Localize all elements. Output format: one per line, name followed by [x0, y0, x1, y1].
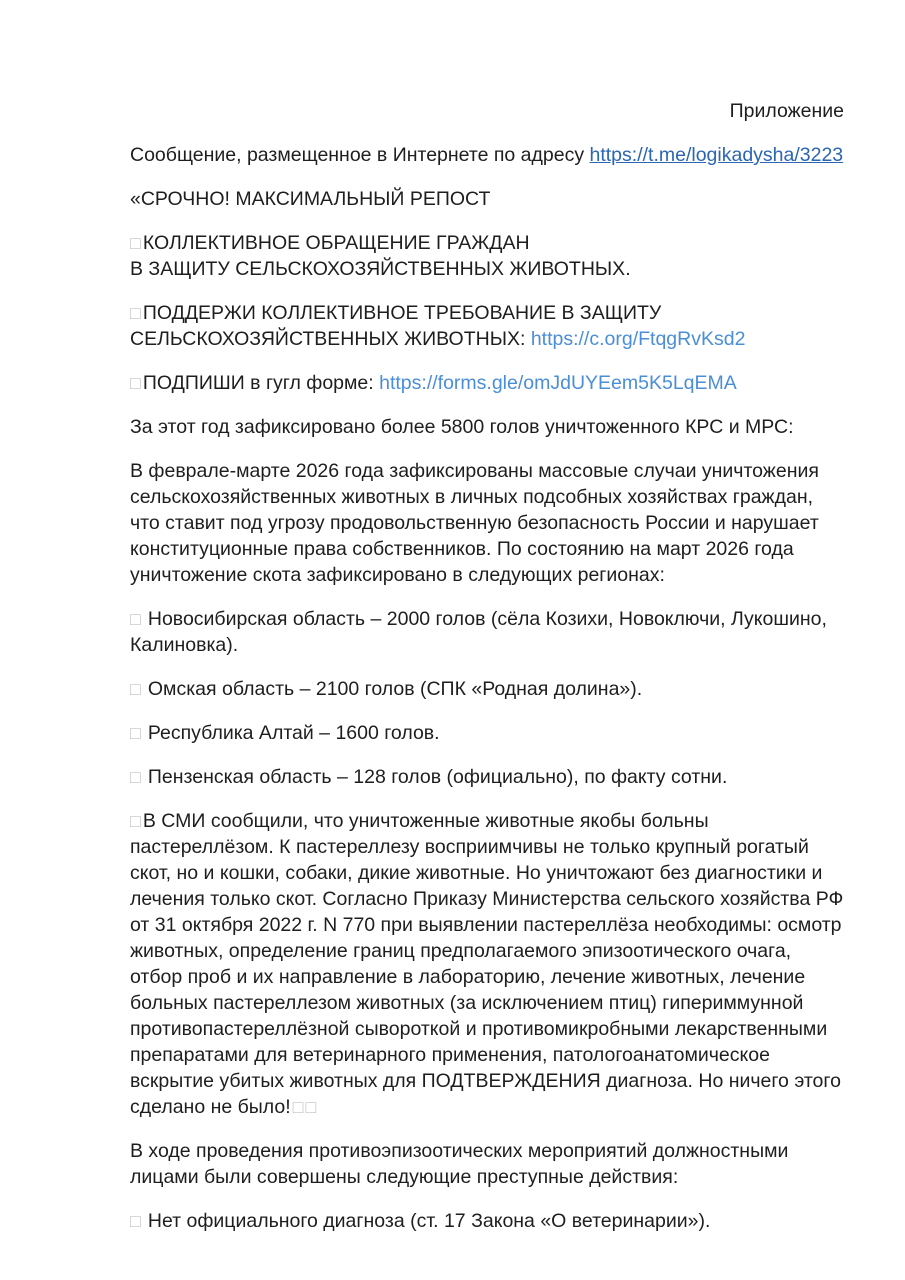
missing-glyph-box: □ — [130, 679, 141, 699]
support-line-2 — [130, 326, 844, 352]
missing-glyph-box: □ — [130, 303, 141, 323]
petition-link[interactable]: https://c.org/FtqgRvKsd2 — [530, 328, 746, 350]
region-item — [130, 676, 844, 702]
stats-line — [130, 414, 844, 440]
support-line-2-text: СЕЛЬСКОХОЗЯЙСТВЕННЫХ ЖИВОТНЫХ: — [130, 328, 531, 350]
overview-paragraph — [130, 458, 844, 588]
support-paragraph — [130, 300, 844, 352]
violations-intro-text: В ходе проведения противоэпизоотических мероприятий должностными лицами были совершены следующие преступные действия: — [130, 1140, 789, 1188]
appendix-label: Приложение — [729, 100, 844, 122]
missing-glyph-box: □ — [130, 233, 141, 253]
violation-item — [130, 1208, 844, 1234]
google-form-link[interactable]: https://forms.gle/omJdUYEem5K5LqEMA — [379, 372, 737, 394]
missing-glyph-box: □ — [130, 1211, 141, 1231]
telegram-source-link[interactable]: https://t.me/logikadysha/3223 — [589, 144, 844, 166]
violations-intro — [130, 1138, 844, 1190]
overview-text: В феврале-марте 2026 года зафиксированы массовые случаи уничтожения сельскохозяйственных животных в личных подсобных хозяйствах граждан, что ставит под угрозу продовольственную безопасность России и нарушает конституционные права собственников. По состоянию на март 2026 года уничтожение скота зафиксировано в следующих регионах: — [130, 460, 819, 586]
appeal-paragraph — [130, 230, 844, 282]
region-item-text: Новосибирская область – 2000 голов (сёла Козихи, Новоключи, Лукошино, Калиновка). — [130, 608, 827, 656]
media-paragraph — [130, 808, 844, 1120]
missing-glyph-box: □ — [130, 609, 141, 629]
post-title — [130, 186, 844, 212]
missing-glyph-box: □ — [130, 811, 141, 831]
support-line-1 — [130, 300, 844, 326]
document-page — [130, 98, 844, 1252]
stats-line-text: За этот год зафиксировано более 5800 голов уничтоженного КРС и МРС: — [130, 416, 794, 438]
region-item-text: Омская область – 2100 голов (СПК «Родная долина»). — [147, 678, 643, 700]
media-paragraph-text: В СМИ сообщили, что уничтоженные животные якобы больны пастереллёзом. К пастереллезу восприимчивы не только крупный рогатый скот, но и кошки, собаки, дикие животные. Но уничтожают без диагностики и лечения только скот. Согласно Приказу Министерства сельского хозяйства РФ от 31 октября 2022 г. N 770 при выявлении пастереллёза необходимы: осмотр животных, определение границ предполагаемого эпизоотического очага, отбор проб и их направление в лабораторию, лечение животных, лечение больных пастереллезом животных (за исключением птиц) гипериммунной противопастереллёзной сывороткой и противомикробными лекарственными препаратами для ветеринарного применения, патологоанатомическое вскрытие убитых животных для ПОДТВЕРЖДЕНИЯ диагноза. Но ничего этого сделано не было! — [130, 810, 844, 1118]
sign-text: ПОДПИШИ в гугл форме: — [142, 372, 380, 394]
region-item-text: Пензенская область – 128 голов (официально), по факту сотни. — [147, 766, 728, 788]
region-item — [130, 764, 844, 790]
sign-paragraph — [130, 370, 844, 396]
source-line-text: Сообщение, размещенное в Интернете по адресу — [130, 144, 590, 166]
appeal-line-2 — [130, 256, 844, 282]
region-item — [130, 720, 844, 746]
appendix-header — [130, 98, 844, 124]
violation-item-text: Нет официального диагноза (ст. 17 Закона «О ветеринарии»). — [147, 1210, 711, 1232]
missing-glyph-box: □□ — [292, 1097, 319, 1117]
missing-glyph-box: □ — [130, 723, 141, 743]
region-item-text: Республика Алтай – 1600 голов. — [147, 722, 440, 744]
region-item — [130, 606, 844, 658]
appeal-line-1-text: КОЛЛЕКТИВНОЕ ОБРАЩЕНИЕ ГРАЖДАН — [142, 232, 530, 254]
missing-glyph-box: □ — [130, 373, 141, 393]
appeal-line-2-text: В ЗАЩИТУ СЕЛЬСКОХОЗЯЙСТВЕННЫХ ЖИВОТНЫХ. — [130, 258, 631, 280]
source-line — [130, 142, 844, 168]
appeal-line-1 — [130, 230, 844, 256]
support-line-1-text: ПОДДЕРЖИ КОЛЛЕКТИВНОЕ ТРЕБОВАНИЕ В ЗАЩИТУ — [142, 302, 662, 324]
post-title-text: «СРОЧНО! МАКСИМАЛЬНЫЙ РЕПОСТ — [130, 188, 491, 210]
missing-glyph-box: □ — [130, 767, 141, 787]
